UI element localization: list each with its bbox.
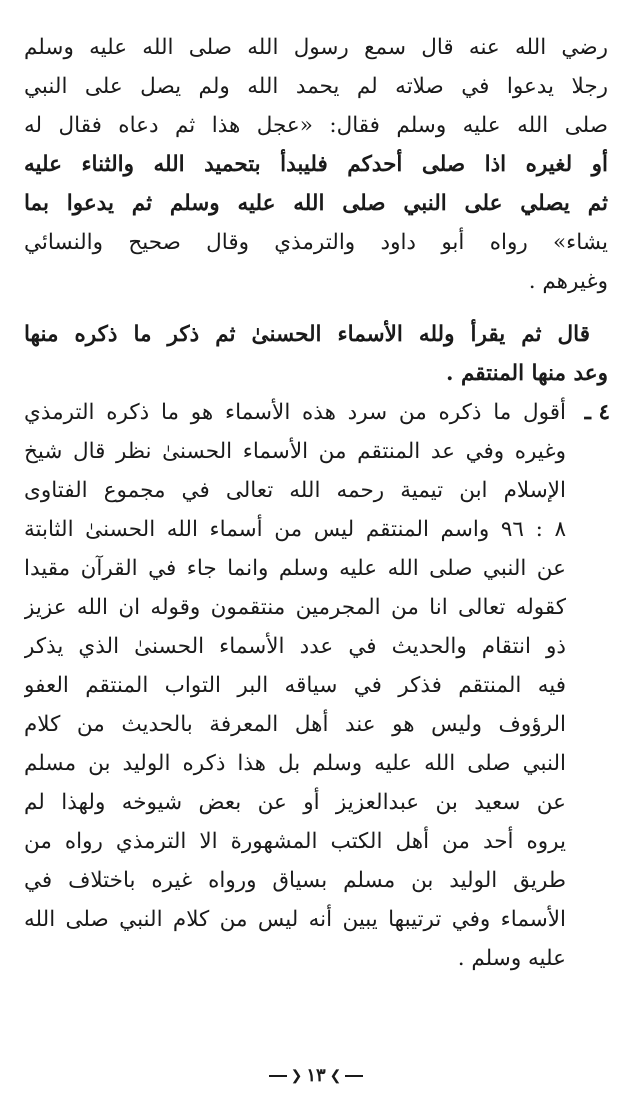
text-line: عن سعيد بن عبدالعزيز أو عن بعض شيوخه ولهذا لم [24, 790, 566, 815]
text-line: كقوله تعالى انا من المجرمين منتقمون وقوله ان الله عزيز [24, 595, 566, 620]
text-line: الإسلام ابن تيمية رحمه الله تعالى في مجموع الفتاوى [24, 478, 566, 503]
text-line: صلى الله عليه وسلم فقال: «عجل هذا ثم دعاه فقال له [24, 113, 608, 138]
text-line: وغيره وفي عد المنتقم من الأسماء الحسنىٰ نظر قال شيخ [24, 439, 566, 464]
ornament-flourish-icon: ❯ [329, 1068, 342, 1084]
ornament-line-icon [269, 1075, 287, 1077]
item-body [24, 393, 566, 978]
text-line: وغيرهم . [528, 269, 608, 294]
text-line: عن النبي صلى الله عليه وسلم وانما جاء في القرآن مقيدا [24, 556, 566, 581]
text-line: يشاء» رواه أبو داود والترمذي وقال صحيح والنسائي [24, 230, 608, 255]
ornament-flourish-icon: ❮ [290, 1068, 303, 1084]
page-number-ornament [269, 1067, 364, 1085]
text-line: الأسماء وفي ترتيبها يبين أنه ليس من كلام النبي صلى الله [24, 907, 566, 932]
text-line: عليه وسلم . [457, 946, 566, 971]
item-number: ٤ ـ [584, 400, 610, 425]
text-line: ثم يصلي على النبي صلى الله عليه وسلم ثم يدعوا بما [24, 191, 608, 216]
text-line: أو لغيره اذا صلى أحدكم فليبدأ بتحميد الله والثناء عليه [24, 152, 608, 177]
paragraph-1 [24, 28, 608, 301]
text-line: النبي صلى الله عليه وسلم بل هذا ذكره الوليد بن مسلم [24, 751, 566, 776]
text-line: قال ثم يقرأ ولله الأسماء الحسنىٰ ثم ذكر ما ذكره منها [24, 322, 590, 347]
text-line: الرؤوف وليس هو عند أهل المعرفة بالحديث من كلام [24, 712, 566, 737]
paragraph-gap [24, 301, 608, 315]
text-line: يروه أحد من أهل الكتب المشهورة الا الترمذي رواه من [24, 829, 566, 854]
paragraph-2 [24, 315, 608, 393]
page-body [24, 28, 608, 1068]
text-line: أقول ما ذكره من سرد هذه الأسماء هو ما ذكره الترمذي [24, 400, 566, 425]
text-line: رجلا يدعوا في صلاته لم يحمد الله ولم يصل على النبي [24, 74, 608, 99]
page-number: ١٣ [306, 1065, 326, 1086]
numbered-item-4 [24, 393, 608, 978]
text-line: فيه المنتقم فذكر في سياقه البر التواب المنتقم العفو [24, 673, 566, 698]
text-line: ذو انتقام والحديث في عدد الأسماء الحسنىٰ الذي يذكر [24, 634, 566, 659]
text-line: وعد منها المنتقم . [445, 361, 608, 386]
page-footer [0, 1064, 632, 1085]
text-line: طريق الوليد بن مسلم بسياق ورواه غيره باختلاف في [24, 868, 566, 893]
text-line: رضي الله عنه قال سمع رسول الله صلى الله عليه وسلم [24, 35, 608, 60]
ornament-line-icon [345, 1075, 363, 1077]
text-line: ٨ : ٩٦ واسم المنتقم ليس من أسماء الله الحسنىٰ الثابتة [24, 517, 566, 542]
